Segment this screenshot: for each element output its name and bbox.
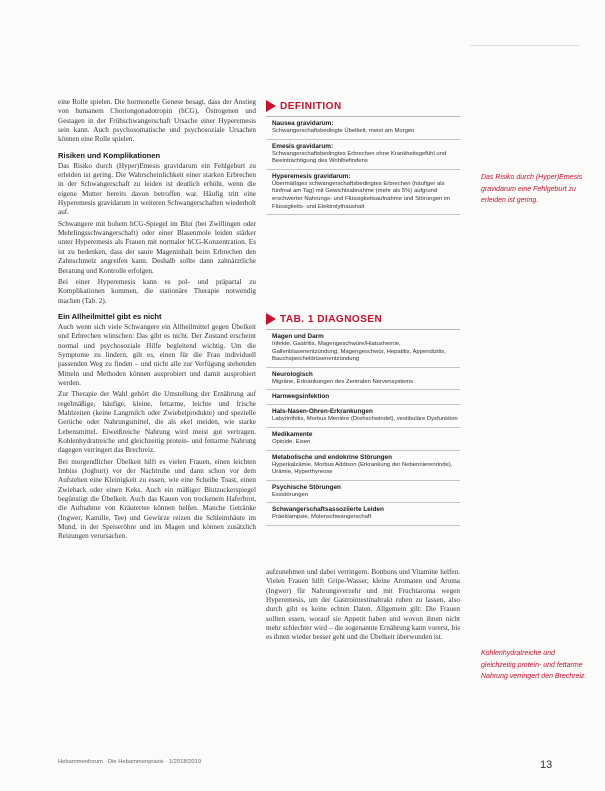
definition-term: Nausea gravidarum:	[272, 120, 334, 127]
table-row	[266, 428, 460, 451]
definition-entry	[266, 117, 460, 140]
continuation-column	[266, 568, 460, 645]
margin-note-nutrition: Kohlenhydratreiche und gleichzeitig protein- und fettarme Nahrung verringert den Brechreiz.	[481, 650, 587, 680]
top-rule	[470, 45, 580, 46]
definition-entry	[266, 170, 460, 215]
table-row	[266, 451, 460, 481]
triangle-marker-icon	[266, 100, 276, 112]
heading-remedy: Ein Allheilmittel gibt es nicht	[58, 311, 162, 321]
page-footer: Hebammenforum · Die Hebammenpraxis · 1/2018/2019	[58, 759, 202, 765]
main-text-column	[58, 98, 256, 544]
risk-paragraph-3: Bei einer Hyperemesis kann es pol- und präpartal zu Komplikationen kommen, die stationäre Therapie notwendig machen (Tab. 2).	[58, 277, 256, 305]
table-entries	[266, 329, 460, 526]
table-row-head: Psychische Störungen	[272, 483, 341, 491]
table-row-head: Hals-Nasen-Ohren-Erkrankungen	[272, 408, 373, 416]
definition-text: Übermäßiges schwangerschaftsbedingtes Erbrechen (häufiger als fünfmal am Tag) mit Gewichtsabnahme (mehr als 5%) aufgrund erschwerter Nahrungs- und Flüssigkeitsaufnahme und Störungen im Flüssigkeits- und Elektrolythaushalt	[272, 180, 451, 210]
remedy-paragraph-2: Zur Therapie der Wahl gehört die Umstellung der Ernährung auf regelmäßige, häufige, kleine, fettarme, leichte und frische Mahlzeiten (keine Langmilch oder Zwiebelprodukte) und spezielle Gerüche oder Nahrungsmittel, die als ekel meiden, wie starke Lebensmittel. Eiweißreiche Nahrung wird meist gut vertragen. Kohlenhydratreiche und gleichzeitig protein- und fettarme Nahrung dagegen verringert das Brechreiz.	[58, 390, 256, 455]
triangle-marker-icon	[266, 313, 276, 325]
risk-paragraph-2: Schwangere mit hohem hCG-Spiegel im Blut (bei Zwillingen oder Mehrlingsschwangerschaft) oder einer Blasenmole leiden stärker unter Hyperemesis als Frauen mit normaler hCG-Konzentration. Es ist zu bedenken, dass der saure Mageninhalt beim Erbrechen den Zahnschmelz angreifen kann. Deshalb sollte dann zahnärztliche Beratung und Kontrolle erfolgen.	[58, 219, 256, 275]
risk-paragraph-1: Das Risiko durch (Hyper)Emesis gravidarum ein Fehlgeburt zu erleiden ist gering. Die Wahrscheinlichkeit einer starken Erbrechen in der Schwangerschaft zu leiden ist deutlich erhöht, wenn die eigene Mutter bereits davon betroffen war. Häufig tritt eine Hyperemesis gravidarum in weiteren Schwangerschaften wiederholt auf.	[58, 161, 256, 217]
table-row-text: Infekte, Gastritis, Magengeschwüre/Hiatushernie, Gallenblasenentzündung, Magengeschwür, Hepatitis, Appendizitis, Bauchspeicheldrüsenentzündung	[272, 341, 446, 363]
remedy-paragraph-3: Bei morgendlicher Übelkeit hilft es vielen Frauen, einen leichten Imbiss (Joghurt) vor der Nachtruhe und dann schon vor dem Aufstehen eine Kleinigkeit zu essen, wie eine Scheibe Toast, einen Zwieback oder einen Keks. Auch ein mäßiger Blutzuckerspiegel begünstigt die Übelkeit. Auch das Kauen von trockenem Haferbrot, die Aufnahme von Kräutertee können helfen. Manche Getränke (Ingwer, Kamille, Tee) und Gewürze reizen die Schleimhäute im Mund, in der Speiseröhre und im Magen und können zusätzlich Reizungen verursachen.	[58, 457, 256, 541]
table-row-text: Opioide, Eisen	[272, 438, 311, 445]
diagnosis-table	[266, 313, 460, 526]
definition-text: Schwangerschaftsbedingtes Erbrechen ohne Krankheitsgefühl und Beeinträchtigung des Wohlbefindens	[272, 150, 447, 165]
table-row	[266, 390, 460, 405]
table-row	[266, 503, 460, 526]
table-row-head: Neurologisch	[272, 370, 313, 378]
intro-paragraph: eine Rolle spielen. Die hormonelle Genese besagt, dass der Anstieg von humanem Choriongonadotropin (hCG), Östrogenen und Gestagen in der Frühschwangerschaft Ursache einer Hyperemesis sein kann. Auch psychosomatische und psychosoziale Ursachen können eine Rolle spielen.	[58, 98, 256, 144]
definition-title-row	[266, 100, 460, 112]
table-row-head: Schwangerschaftsassoziierte Leiden	[272, 506, 384, 514]
definition-term: Emesis gravidarum:	[272, 142, 334, 150]
page-number: 13	[540, 759, 553, 771]
table-row-text: Hyperkalzämie, Morbus Addison (Erkrankung der Nebennierenrinde), Urämie, Hyperthyreose	[272, 461, 453, 476]
table-row-text: Essstörungen	[272, 491, 309, 498]
table-row-text: Präeklampsie, Molenschwangerschaft	[272, 514, 372, 521]
table-row-head: Harnwegsinfektion	[272, 393, 330, 401]
table-row-head: Magen und Darm	[272, 333, 324, 340]
remedy-paragraph-1: Auch wenn sich viele Schwangere ein Allheilmittel gegen Übelkeit und Erbrechen wünschen: Das gibt es nicht. Der Zustand erscheint normal und psychosoziale Hilfe begleitend wichtig. Um die Symptome zu lindern, gilt es, einen für die Frau individuell passenden Weg zu finden – und nicht alle zur Verfügung stehenden Mitteln und Methoden können ausprobiert und damit ausprobiert werden.	[58, 322, 256, 387]
table-row	[266, 481, 460, 504]
table-row-head: Medikamente	[272, 430, 313, 438]
table-title: TAB. 1 DIAGNOSEN	[280, 313, 383, 325]
definition-term: Hyperemesis gravidarum:	[272, 172, 351, 180]
continuation-paragraph: aufzunehmen und dabei verringern. Bonbons und Vitamine helfen. Vielen Frauen hilft Gripe-Wasser, kleine Aromaten und Aroma (Ingwer) für Nahrungsverzehr und mit Fruchtaroma wegen Hyperemesis, um der Gastrointestinaltrakt ruhen zu lassen, also durch gibt es keine echten Daten. Allgemein gilt: Die Frauen sollten essen, worauf sie Appetit haben und wovon ihnen nicht mehr schlechter wird – die sogenannte Ernährung kann vorerst, bis es ihnen wieder besser geht und die Übelkeit überwunden ist.	[266, 568, 460, 642]
table-row-text: Migräne, Erkrankungen des Zentralen Nervensystems	[272, 378, 414, 385]
table-row-head: Metabolische und endokrine Störungen	[272, 453, 393, 461]
heading-risks: Risiken und Komplikationen	[58, 150, 161, 160]
definition-box	[266, 100, 460, 215]
margin-note-risk: Das Risiko durch (Hyper)Emesis gravidarum eine Fehlgeburt zu erleiden ist gering.	[481, 174, 583, 204]
definition-text: Schwangerschaftsbedingte Übelkeit, meist am Morgen	[272, 128, 415, 134]
table-row-text: Labyrinthitis, Morbus Menière (Drehschwindel), vestibuläre Dysfunktion	[272, 416, 458, 423]
definition-title: DEFINITION	[280, 100, 342, 112]
definition-entry	[266, 140, 460, 170]
table-title-row	[266, 313, 460, 325]
table-row	[266, 330, 460, 368]
table-row	[266, 368, 460, 391]
table-row	[266, 405, 460, 428]
definition-entries	[266, 116, 460, 215]
